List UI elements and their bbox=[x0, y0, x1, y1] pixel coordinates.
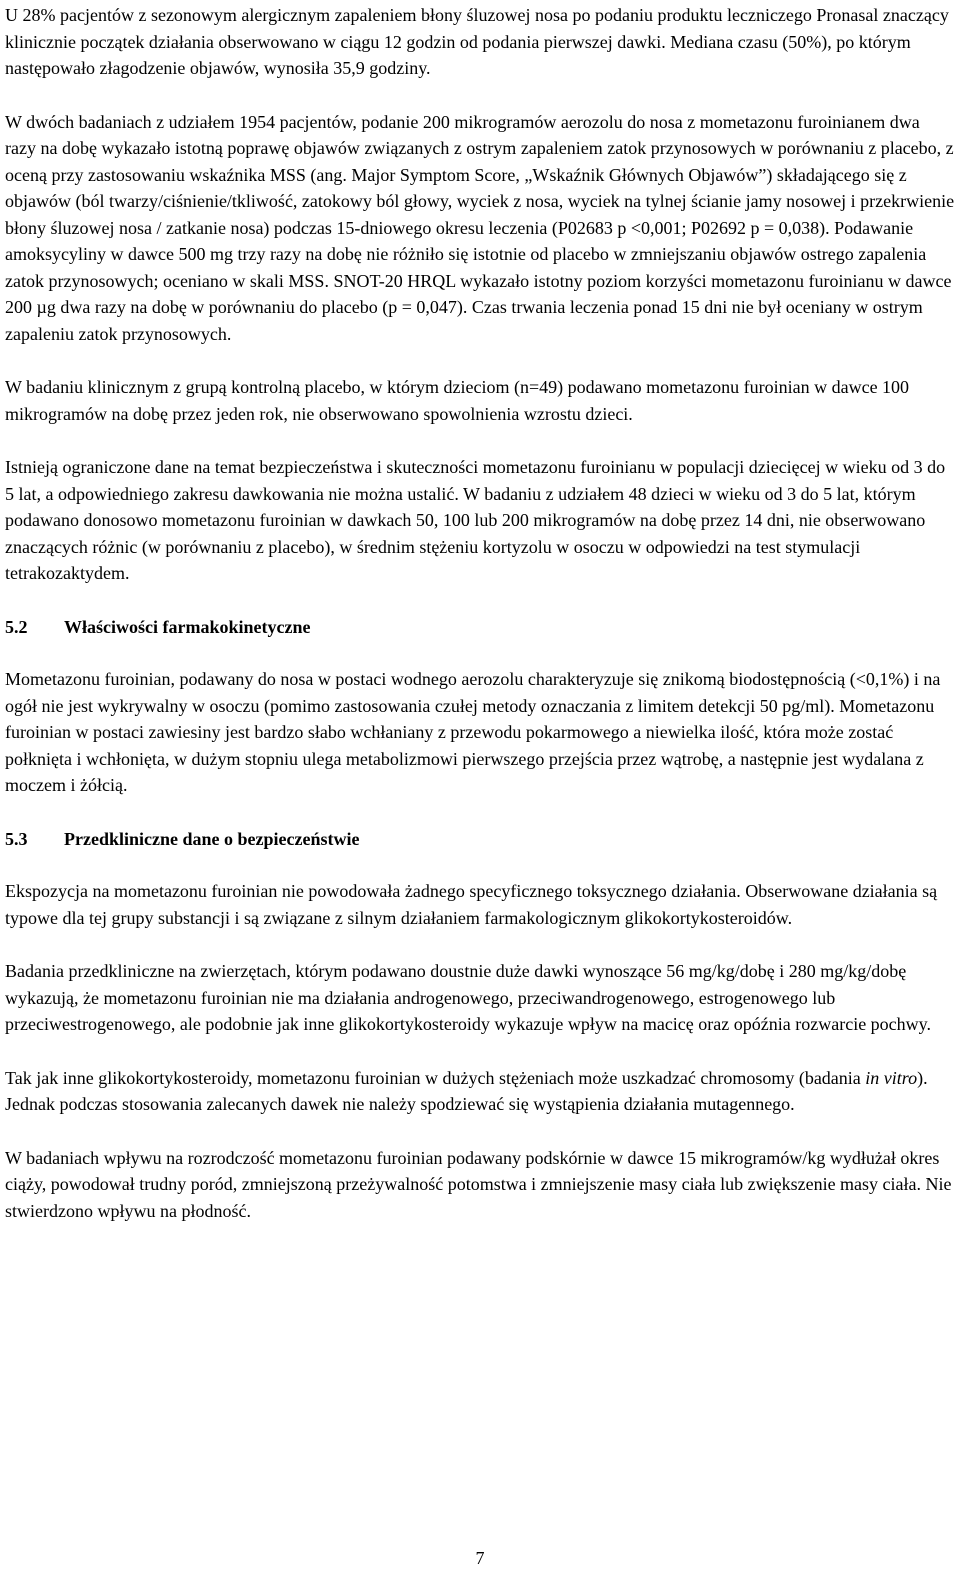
section-number: 5.2 bbox=[5, 616, 28, 637]
section-heading-pharmacokinetics bbox=[5, 614, 955, 641]
paragraph-pediatric-safety: Istnieją ograniczone dane na temat bezpieczeństwa i skuteczności mometazonu furoinianu w populacji dziecięcej w wieku od 3 do 5 lat, a odpowiedniego zakresu dawkowania nie można ustalić. W badaniu z udziałem 48 dzieci w wieku od 3 do 5 lat, którym podawano donosowo mometazonu furoinian w dawkach 50, 100 lub 200 mikrogramów na dobę przez 14 dni, nie obserwowano znaczących różnic (w porównaniu z placebo), w średnim stężeniu kortyzolu w osoczu w odpowiedzi na test stymulacji tetrakozaktydem. bbox=[5, 457, 946, 583]
section-heading-preclinical-safety bbox=[5, 826, 955, 853]
in-vitro-term: in vitro bbox=[865, 1067, 918, 1088]
paragraph-onset-of-action: U 28% pacjentów z sezonowym alergicznym zapaleniem błony śluzowej nosa po podaniu produktu leczniczego Pronasal znaczący klinicznie początek działania obserwowano w ciągu 12 godzin od podania pierwszej dawki. Mediana czasu (50%), po którym następowało złagodzenie objawów, wynosiła 35,9 godziny. bbox=[5, 5, 949, 78]
paragraph-reproduction: W badaniach wpływu na rozrodczość mometazonu furoinian podawany podskórnie w dawce 15 mikrogramów/kg wydłużał okres ciąży, powodował trudny poród, zmniejszoną przeżywalność potomstwa i zmniejszenie masy ciała lub zwiększenie masy ciała. Nie stwierdzono wpływu na płodność. bbox=[5, 1147, 952, 1221]
paragraph-pediatric-growth: W badaniu klinicznym z grupą kontrolną placebo, w którym dzieciom (n=49) podawano mometazonu furoinian w dawce 100 mikrogramów na dobę przez jeden rok, nie obserwowano spowolnienia wzrostu dzieci. bbox=[5, 377, 910, 424]
paragraph-toxicity: Ekspozycja na mometazonu furoinian nie powodowała żadnego specyficznego toksycznego działania. Obserwowane działania są typowe dla tej grupy substancji i są związane z silnym działaniem farmakologicznym glikokortykosteroidów. bbox=[5, 881, 938, 928]
section-number: 5.3 bbox=[5, 828, 28, 849]
paragraph-pharmacokinetics: Mometazonu furoinian, podawany do nosa w postaci wodnego aerozolu charakteryzuje się znikomą biodostępnością (<0,1%) i na ogół nie jest wykrywalny w osoczu (pomimo zastosowania czułej metody oznaczania z limitem detekcji 50 pg/ml). Mometazonu furoinian w postaci zawiesiny jest bardzo słabo wchłaniany z przewodu pokarmowego a niewielka ilość, która może zostać połknięta i wchłonięta, w dużym stopniu ulega metabolizmowi pierwszego przejścia przez wątrobę, a następnie jest wydalana z moczem i żółcią. bbox=[5, 669, 941, 795]
section-title: Przedkliniczne dane o bezpieczeństwie bbox=[64, 828, 360, 849]
paragraph-mutagenicity: Tak jak inne glikokortykosteroidy, mometazonu furoinian w dużych stężeniach może uszkadzać chromosomy (badania in vitro). Jednak podczas stosowania zalecanych dawek nie należy spodziewać się wystąpienia działania mutagennego. bbox=[5, 1067, 928, 1114]
document-page bbox=[5, 2, 955, 1224]
paragraph-animal-studies: Badania przedkliniczne na zwierzętach, którym podawano doustnie duże dawki wynoszące 56 mg/kg/dobę i 280 mg/kg/dobę wykazują, że mometazonu furoinian nie ma działania androgenowego, przeciwandrogenowego, estrogenowego lub przeciwestrogenowego, ale podobnie jak inne glikokortykosteroidy wykazuje wpływ na macicę oraz opóźnia rozwarcie pochwy. bbox=[5, 961, 931, 1034]
page-number: 7 bbox=[475, 1548, 485, 1568]
section-title: Właściwości farmakokinetyczne bbox=[64, 616, 311, 637]
paragraph-sinusitis-studies: W dwóch badaniach z udziałem 1954 pacjentów, podanie 200 mikrogramów aerozolu do nosa z mometazonu furoinianem dwa razy na dobę wykazało istotną poprawę objawów związanych z ostrym zapaleniem zatok przynosowych w porównaniu z placebo, z oceną przy zastosowaniu wskaźnika MSS (ang. Major Symptom Score, „Wskaźnik Głównych Objawów”) składającego się z objawów (ból twarzy/ciśnienie/tkliwość, zatokowy ból głowy, wyciek z nosa, wyciek na tylnej ścianie jamy nosowej i przekrwienie błony śluzowej nosa / zatkanie nosa) podczas 15-dniowego okresu leczenia (P02683 p <0,001; P02692 p = 0,038). Podawanie amoksycyliny w dawce 500 mg trzy razy na dobę nie różniło się istotnie od placebo w zmniejszaniu objawów ostrego zapalenia zatok przynosowych; oceniano w skali MSS. SNOT-20 HRQL wykazało istotny poziom korzyści mometazonu furoinianu w dawce 200 µg dwa razy na dobę w porównaniu do placebo (p = 0,047). Czas trwania leczenia ponad 15 dni nie był oceniany w ostrym zapaleniu zatok przynosowych. bbox=[5, 111, 955, 344]
